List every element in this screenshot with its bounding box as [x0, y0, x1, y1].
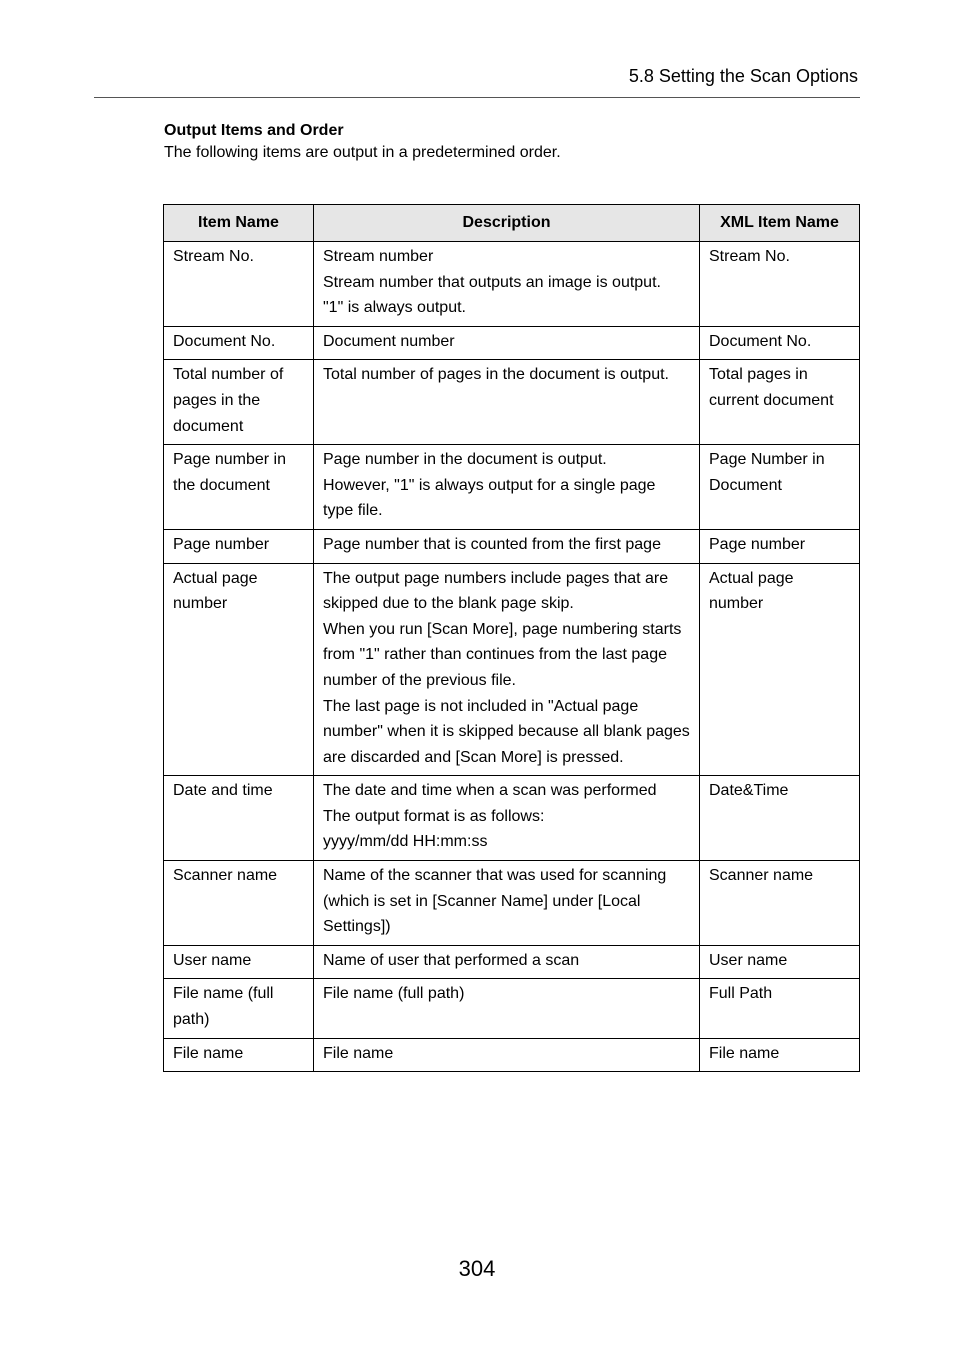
description-line: Name of the scanner that was used for scanning (which is set in [Scanner Name] under [Local Settings]) — [323, 867, 667, 936]
xml-item-name-cell: Document No. — [700, 326, 860, 360]
description-cell — [314, 242, 700, 327]
column-header-item-name: Item Name — [164, 205, 314, 242]
description-cell — [314, 360, 700, 445]
xml-item-name-cell: User name — [700, 945, 860, 979]
description-cell — [314, 861, 700, 946]
description-line: The date and time when a scan was performed — [323, 782, 657, 800]
table-row — [164, 445, 860, 530]
description-line: Document number — [323, 332, 455, 350]
column-header-xml-item-name: XML Item Name — [700, 205, 860, 242]
xml-item-name-cell: Total pages in current document — [700, 360, 860, 445]
description-line: Stream number — [323, 248, 434, 265]
item-name-cell: Date and time — [164, 776, 314, 861]
table-body — [164, 242, 860, 1072]
description-line: Name of user that performed a scan — [323, 951, 580, 969]
description-cell — [314, 945, 700, 979]
table-row — [164, 529, 860, 563]
table-row — [164, 861, 860, 946]
description-line: "1" is always output. — [323, 299, 466, 317]
output-items-table — [163, 204, 860, 1072]
xml-item-name-cell: Page Number in Document — [700, 445, 860, 530]
table-row — [164, 242, 860, 327]
table-row — [164, 979, 860, 1038]
item-name-cell: Page number — [164, 529, 314, 563]
item-name-cell: File name — [164, 1038, 314, 1072]
section-intro: The following items are output in a predetermined order. — [164, 144, 561, 161]
xml-item-name-cell: Actual page number — [700, 563, 860, 776]
item-name-cell: Scanner name — [164, 861, 314, 946]
header-divider — [94, 97, 860, 98]
description-line: yyyy/mm/dd HH:mm:ss — [323, 833, 488, 851]
item-name-cell: File name (full path) — [164, 979, 314, 1038]
xml-item-name-cell: Page number — [700, 529, 860, 563]
item-name-cell: User name — [164, 945, 314, 979]
description-line: The output page numbers include pages that are skipped due to the blank page skip. — [323, 569, 669, 613]
description-cell — [314, 563, 700, 776]
description-cell — [314, 529, 700, 563]
table-row — [164, 563, 860, 776]
table-row — [164, 326, 860, 360]
xml-item-name-cell: Scanner name — [700, 861, 860, 946]
description-line: Stream number that outputs an image is output. — [323, 273, 661, 291]
description-line: File name — [323, 1044, 394, 1062]
description-line: Page number in the document is output. — [323, 451, 607, 469]
description-cell — [314, 1038, 700, 1072]
description-line: The output format is as follows: — [323, 807, 545, 825]
item-name-cell: Document No. — [164, 326, 314, 360]
description-line: When you run [Scan More], page numbering starts from "1" rather than continues from the last page number of the previous file. — [323, 620, 682, 689]
xml-item-name-cell: Stream No. — [700, 242, 860, 327]
item-name-cell: Page number in the document — [164, 445, 314, 530]
column-header-description: Description — [314, 205, 700, 242]
item-name-cell: Actual page number — [164, 563, 314, 776]
description-cell — [314, 326, 700, 360]
description-line: Total number of pages in the document is output. — [323, 366, 669, 384]
section-title: 5.8 Setting the Scan Options — [628, 66, 858, 86]
description-line: Page number that is counted from the first page — [323, 535, 661, 553]
table-row — [164, 1038, 860, 1072]
description-line: However, "1" is always output for a single page type file. — [323, 476, 656, 520]
xml-item-name-cell: File name — [700, 1038, 860, 1072]
description-cell — [314, 776, 700, 861]
section-heading: Output Items and Order — [164, 122, 344, 139]
page-number: 304 — [458, 1256, 496, 1281]
description-line: The last page is not included in "Actual page number" when it is skipped because all blank pages are discarded and [Scan More] is pressed. — [323, 697, 690, 766]
description-cell — [314, 979, 700, 1038]
description-cell — [314, 445, 700, 530]
item-name-cell: Total number of pages in the document — [164, 360, 314, 445]
table-row — [164, 945, 860, 979]
xml-item-name-cell: Date&Time — [700, 776, 860, 861]
description-line: File name (full path) — [323, 985, 465, 1003]
item-name-cell: Stream No. — [164, 242, 314, 327]
table-row — [164, 776, 860, 861]
table-header-row — [164, 205, 860, 242]
xml-item-name-cell: Full Path — [700, 979, 860, 1038]
table-row — [164, 360, 860, 445]
